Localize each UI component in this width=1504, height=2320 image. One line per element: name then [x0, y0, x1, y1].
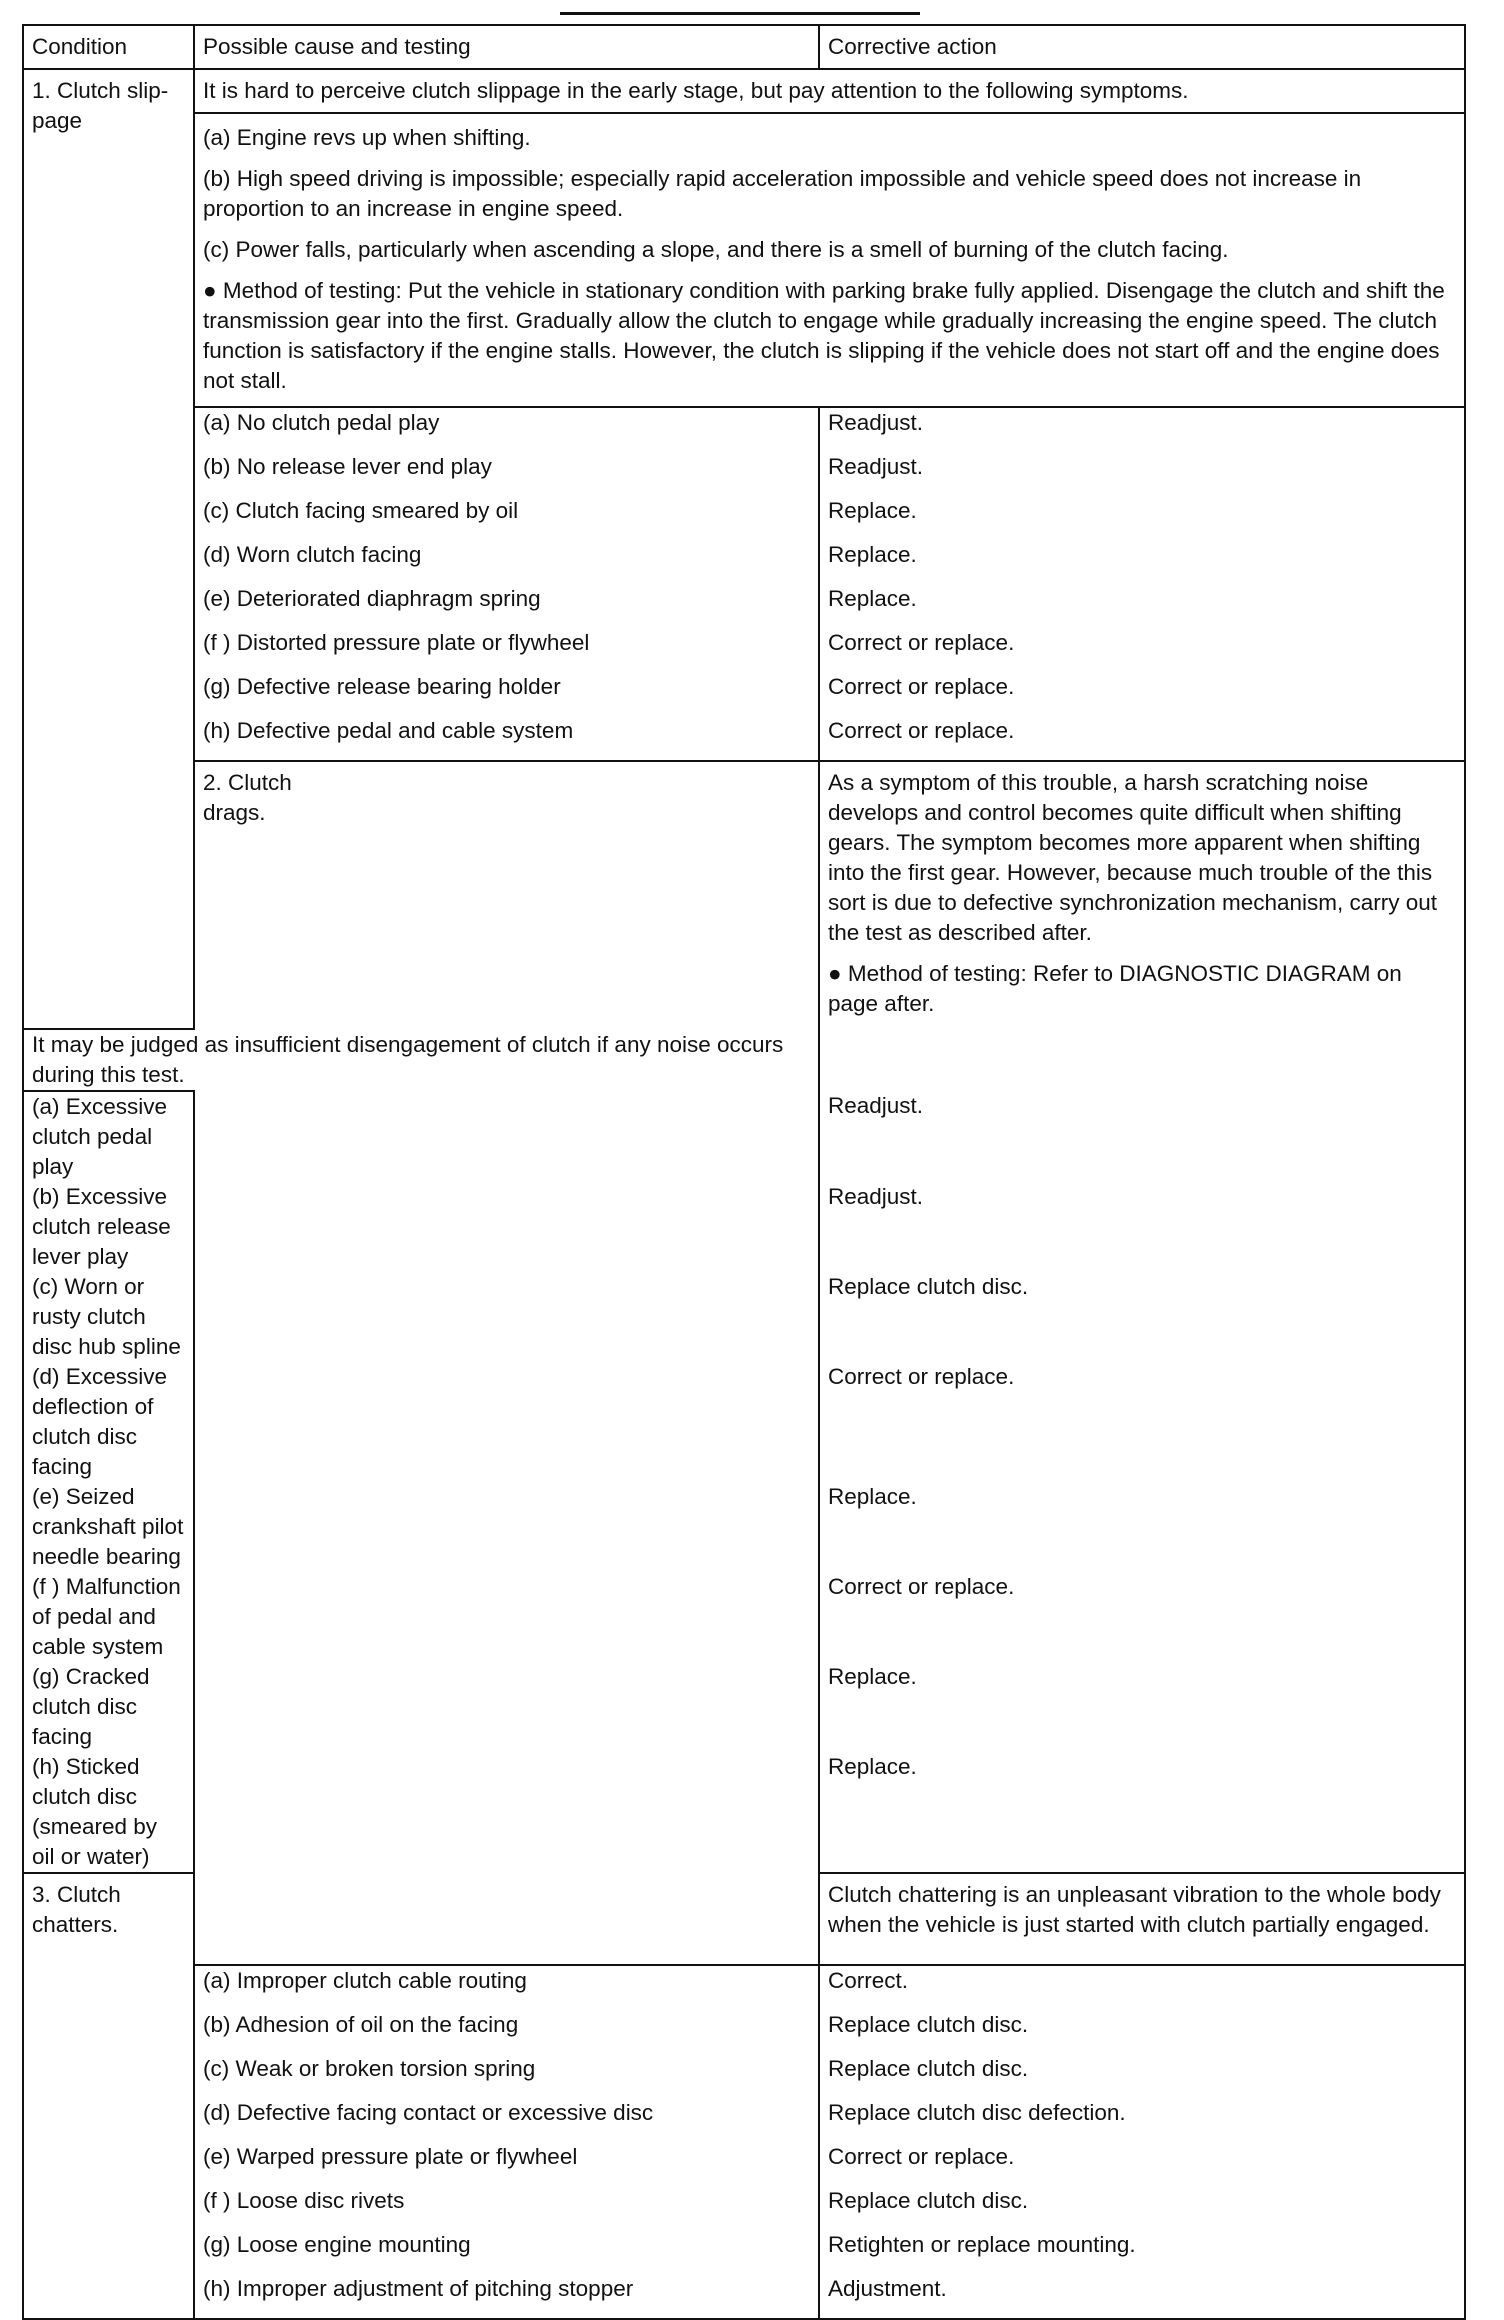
cause-cell: (b) Excessive clutch release lever play [23, 1182, 194, 1272]
cause-cell: (a) Excessive clutch pedal play [23, 1091, 194, 1182]
cause-cell: (d) Worn clutch facing [194, 540, 819, 584]
method-of-testing: ● Method of testing: Refer to DIAGNOSTIC DIAGRAM on page after. [828, 961, 1402, 1016]
cause-cell: (g) Cracked clutch disc facing [23, 1662, 194, 1752]
method-of-testing: ● Method of testing: Put the vehicle in stationary condition with parking brake fully applied. Disengage the clutch and shift the transmission gear into the first. Gradually allow the clutch to engage while gradually increasing the engine speed. The clutch function is satisfactory if the engine stalls. However, the clutch is slipping if the vehicle does not start off and the engine does not stall. [203, 278, 1445, 393]
cause-cell: (e) Deteriorated diaphragm spring [194, 584, 819, 628]
cause-row [23, 407, 1465, 452]
cause-cell: (h) Improper adjustment of pitching stopper [194, 2274, 819, 2319]
cause-row [23, 2054, 1465, 2098]
action-cell: Replace clutch disc. [828, 2188, 1029, 2213]
symptom-item: (a) Engine revs up when shifting. [203, 125, 531, 150]
action-cell: Replace clutch disc. [828, 1274, 1029, 1299]
cause-cell: (b) Adhesion of oil on the facing [194, 2010, 819, 2054]
action-cell: Correct or replace. [828, 630, 1015, 655]
action-cell: Replace clutch disc defection. [828, 2100, 1126, 2125]
cause-row [23, 672, 1465, 716]
action-cell: Replace clutch disc. [828, 2056, 1029, 2081]
cause-row [23, 628, 1465, 672]
action-cell: Replace clutch disc. [828, 2012, 1029, 2037]
action-cell: Replace. [819, 1752, 1465, 1873]
action-cell: Correct or replace. [828, 1574, 1015, 1599]
action-cell: Replace. [828, 542, 917, 567]
cause-row [23, 1965, 1465, 2010]
action-cell: Correct or replace. [828, 2144, 1015, 2169]
cause-cell: (h) Defective pedal and cable system [194, 716, 819, 761]
cause-cell: (d) Excessive deflection of clutch disc facing [23, 1362, 194, 1482]
condition-label: 3. Clutch chatters. [32, 1882, 121, 1937]
section-2-intro-row [23, 761, 1465, 1029]
action-cell: Correct. [828, 1968, 909, 1993]
cause-cell: (c) Worn or rusty clutch disc hub spline [23, 1272, 194, 1362]
action-cell: Replace. [828, 1664, 917, 1689]
cause-row [23, 452, 1465, 496]
cause-row [23, 540, 1465, 584]
troubleshooting-table [22, 24, 1466, 2320]
intro-cell: Clutch chattering is an unpleasant vibration to the whole body when the vehicle is just started with clutch partially engaged. [819, 1873, 1465, 1965]
header-cause: Possible cause and testing [194, 25, 819, 69]
header-action: Corrective action [819, 25, 1465, 69]
page-title-fragment [560, 0, 920, 15]
symptom-item: (c) Power falls, particularly when ascending a slope, and there is a smell of burning of the clutch facing. [203, 237, 1229, 262]
cause-row [23, 2098, 1465, 2142]
action-cell: Readjust. [828, 1093, 924, 1118]
cause-cell: (d) Defective facing contact or excessive disc [194, 2098, 819, 2142]
action-cell: Correct or replace. [828, 674, 1015, 699]
intro-cell [819, 761, 1465, 1029]
action-cell: Replace. [828, 1484, 917, 1509]
cause-cell: (b) No release lever end play [194, 452, 819, 496]
cause-cell: (g) Defective release bearing holder [194, 672, 819, 716]
cause-row [23, 2274, 1465, 2319]
action-cell: Readjust. [828, 454, 924, 479]
cause-cell: (g) Loose engine mounting [194, 2230, 819, 2274]
section-2-note-row [23, 1029, 1465, 1091]
note-cell: It may be judged as insufficient disengagement of clutch if any noise occurs during this test. [23, 1029, 819, 1091]
header-condition: Condition [23, 25, 194, 69]
action-cell: Correct or replace. [828, 1364, 1015, 1389]
condition-label: 2. Clutch drags. [203, 770, 292, 825]
action-cell: Replace. [828, 586, 917, 611]
section-1-symptoms-row [23, 113, 1465, 407]
cause-cell: (f ) Distorted pressure plate or flywheel [194, 628, 819, 672]
cause-cell: (f ) Malfunction of pedal and cable system [23, 1572, 194, 1662]
condition-label: 1. Clutch slip- page [32, 78, 169, 133]
cause-row [23, 2142, 1465, 2186]
symptom-item: (b) High speed driving is impossible; especially rapid acceleration impossible and vehicle speed does not increase in proportion to an increase in engine speed. [203, 166, 1362, 221]
cause-cell: (a) No clutch pedal play [194, 407, 819, 452]
action-cell: Adjustment. [828, 2276, 947, 2301]
action-cell: Readjust. [828, 1184, 924, 1209]
condition-cell-3 [23, 1873, 194, 2319]
symptoms-cell [194, 113, 1465, 407]
cause-cell: (e) Seized crankshaft pilot needle bearing [23, 1482, 194, 1572]
cause-cell: (c) Clutch facing smeared by oil [194, 496, 819, 540]
cause-row [23, 2186, 1465, 2230]
intro-cell: It is hard to perceive clutch slippage in the early stage, but pay attention to the following symptoms. [194, 69, 1465, 113]
cause-cell: (e) Warped pressure plate or flywheel [194, 2142, 819, 2186]
action-cell: Retighten or replace mounting. [828, 2232, 1136, 2257]
table-header-row [23, 25, 1465, 69]
action-cell: Replace. [828, 498, 917, 523]
cause-row [23, 496, 1465, 540]
cause-row [23, 584, 1465, 628]
cause-cell: (h) Sticked clutch disc (smeared by oil or water) [23, 1752, 194, 1873]
cause-row [23, 2010, 1465, 2054]
cause-cell: (a) Improper clutch cable routing [194, 1965, 819, 2010]
troubleshooting-page [22, 24, 1464, 2320]
condition-cell-1 [23, 69, 194, 1029]
intro-text: As a symptom of this trouble, a harsh scratching noise develops and control becomes quite difficult when shifting gears. The symptom becomes more apparent when shifting into the first gear. However, because much trouble of the this sort is due to defective synchronization mechanism, carry out the test as described after. [828, 770, 1438, 945]
cause-row [23, 2230, 1465, 2274]
cause-cell: (c) Weak or broken torsion spring [194, 2054, 819, 2098]
cause-row [23, 716, 1465, 761]
section-1-intro-row [23, 69, 1465, 113]
condition-cell-2 [194, 761, 819, 1965]
cause-cell: (f ) Loose disc rivets [194, 2186, 819, 2230]
action-cell: Readjust. [819, 407, 1465, 452]
action-cell: Correct or replace. [819, 716, 1465, 761]
